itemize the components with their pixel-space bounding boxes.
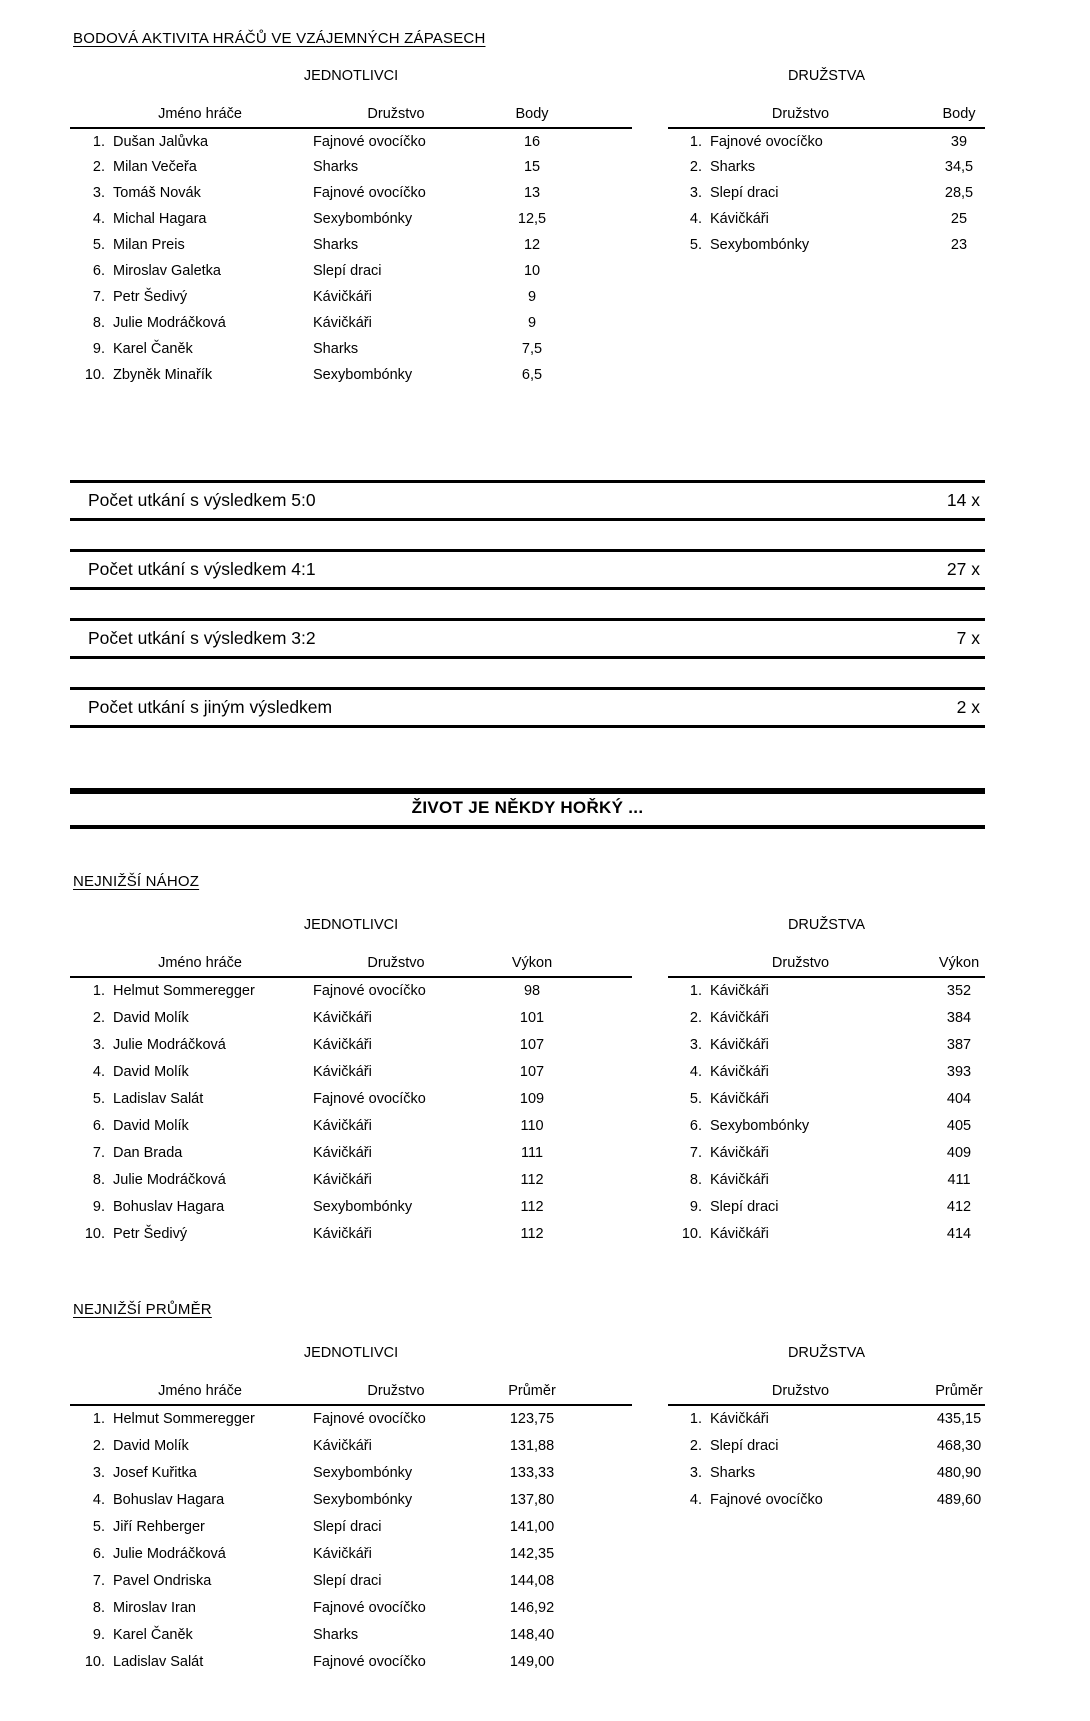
prumer-value: 146,92: [509, 1599, 555, 1616]
row-rank: 6.: [92, 263, 105, 279]
player-row: [70, 1621, 632, 1648]
vykon-value: 409: [946, 1144, 972, 1161]
vykon-value: 404: [946, 1090, 972, 1107]
team-row: [668, 154, 985, 180]
row-rank: 5.: [689, 237, 702, 253]
col-header-team: Družstvo: [305, 935, 477, 977]
vykon-value: 387: [946, 1036, 972, 1053]
individuals-heading: JEDNOTLIVCI: [303, 917, 399, 933]
player-name: Miroslav Galetka: [113, 263, 221, 279]
prumer-value: 123,75: [509, 1411, 555, 1427]
team-row: [668, 977, 985, 1004]
team-name: Sexybombónky: [313, 367, 413, 383]
summary-row-4-1: [70, 549, 985, 590]
player-row: [70, 1432, 632, 1459]
row-rank: 7.: [92, 1144, 105, 1161]
vykon-value: 405: [946, 1117, 972, 1134]
row-rank: 10.: [84, 367, 105, 383]
points-value: 28,5: [944, 185, 974, 201]
row-rank: 7.: [689, 1144, 702, 1161]
prumer-value: 144,08: [509, 1572, 555, 1589]
team-name: Slepí draci: [710, 1437, 779, 1454]
player-row: [70, 977, 632, 1004]
row-rank: 8.: [689, 1171, 702, 1188]
row-rank: 1.: [92, 1411, 105, 1427]
prumer-value: 148,40: [509, 1626, 555, 1643]
team-name: Kávičkáři: [313, 1117, 372, 1134]
team-row: [668, 1193, 985, 1220]
team-row: [668, 1459, 985, 1486]
team-name: Kávičkáři: [313, 1063, 372, 1080]
team-name: Sharks: [710, 159, 756, 175]
row-rank: 2.: [689, 1437, 702, 1454]
team-name: Kávičkáři: [313, 1437, 372, 1454]
team-name: Kávičkáři: [710, 211, 769, 227]
prumer-teams-block: [668, 1345, 985, 1513]
player-name: Karel Čaněk: [113, 1626, 193, 1643]
points-value: 6,5: [521, 367, 543, 383]
col-header-prumer: Průměr: [477, 1363, 632, 1405]
points-value: 10: [523, 263, 541, 279]
team-name: Sexybombónky: [710, 237, 810, 253]
table-header-row: [668, 935, 985, 977]
row-rank: 3.: [689, 185, 702, 201]
team-name: Kávičkáři: [313, 1036, 372, 1053]
player-name: Julie Modráčková: [113, 1545, 226, 1562]
player-name: Milan Večeřa: [113, 159, 197, 175]
vykon-value: 98: [523, 983, 541, 999]
player-row: [70, 1486, 632, 1513]
team-name: Fajnové ovocíčko: [313, 185, 426, 201]
player-name: Tomáš Novák: [113, 185, 201, 201]
banner-title: ŽIVOT JE NĚKDY HOŘKÝ ...: [70, 788, 985, 829]
player-row: [70, 1031, 632, 1058]
team-name: Kávičkáři: [313, 1225, 372, 1242]
prumer-individuals-block: [70, 1345, 632, 1675]
player-name: Bohuslav Hagara: [113, 1198, 225, 1215]
team-name: Sexybombónky: [313, 1491, 413, 1508]
team-name: Fajnové ovocíčko: [313, 133, 426, 150]
player-name: Dan Brada: [113, 1144, 183, 1161]
team-name: Fajnové ovocíčko: [313, 1411, 426, 1427]
summary-label: Počet utkání s výsledkem 5:0: [88, 490, 316, 510]
team-name: Slepí draci: [313, 1518, 382, 1535]
player-row: [70, 180, 632, 206]
team-row: [668, 128, 985, 154]
player-row: [70, 1085, 632, 1112]
summary-value: 2 x: [956, 697, 980, 717]
team-name: Fajnové ovocíčko: [313, 1653, 426, 1670]
player-row: [70, 1459, 632, 1486]
page-title: BODOVÁ AKTIVITA HRÁČŮ VE VZÁJEMNÝCH ZÁPASECH: [73, 30, 486, 47]
row-rank: 4.: [92, 1491, 105, 1508]
player-name: Dušan Jalůvka: [113, 133, 209, 150]
points-value: 9: [527, 315, 537, 331]
team-row: [668, 206, 985, 232]
nahoz-teams-block: [668, 917, 985, 1247]
teams-heading: DRUŽSTVA: [787, 1345, 866, 1361]
player-row: [70, 206, 632, 232]
row-rank: 9.: [689, 1198, 702, 1215]
team-row: [668, 1405, 985, 1432]
prumer-value: 149,00: [509, 1653, 555, 1670]
row-rank: 2.: [92, 1009, 105, 1026]
team-name: Fajnové ovocíčko: [313, 1090, 426, 1107]
nahoz-heading-row: [70, 873, 985, 891]
team-name: Sharks: [313, 159, 359, 175]
summary-value: 27 x: [946, 559, 980, 579]
row-rank: 9.: [92, 1198, 105, 1215]
summary-value: 7 x: [956, 628, 980, 648]
summary-label: Počet utkání s jiným výsledkem: [88, 697, 333, 717]
row-rank: 8.: [92, 1599, 105, 1616]
player-row: [70, 284, 632, 310]
row-rank: 10.: [84, 1225, 105, 1242]
row-rank: 4.: [92, 211, 105, 227]
row-rank: 6.: [92, 1117, 105, 1134]
player-row: [70, 128, 632, 154]
vykon-value: 101: [519, 1009, 545, 1026]
row-rank: 2.: [689, 159, 702, 175]
player-row: [70, 232, 632, 258]
player-name: Zbyněk Minařík: [113, 367, 213, 383]
col-header-team: Družstvo: [668, 935, 933, 977]
player-name: Pavel Ondriska: [113, 1572, 212, 1589]
team-row: [668, 1166, 985, 1193]
prumer-value: 480,90: [936, 1464, 982, 1481]
nahoz-tables-row: [70, 917, 985, 1247]
vykon-value: 411: [947, 1171, 971, 1188]
table-header-row: [70, 935, 632, 977]
player-name: Ladislav Salát: [113, 1090, 204, 1107]
table-header-row: [70, 86, 632, 128]
team-name: Slepí draci: [313, 263, 382, 279]
player-row: [70, 1513, 632, 1540]
row-rank: 1.: [689, 133, 702, 150]
player-name: Jiří Rehberger: [113, 1518, 205, 1535]
team-row: [668, 232, 985, 258]
team-name: Fajnové ovocíčko: [710, 133, 823, 150]
team-name: Sharks: [710, 1464, 756, 1481]
page-title-row: [70, 30, 985, 48]
team-name: Sharks: [313, 341, 359, 357]
col-header-body: Body: [477, 86, 632, 128]
player-row: [70, 336, 632, 362]
summary-row-other: [70, 687, 985, 728]
player-row: [70, 310, 632, 336]
player-name: Michal Hagara: [113, 211, 207, 227]
individuals-heading: JEDNOTLIVCI: [303, 68, 399, 84]
row-rank: 5.: [92, 237, 105, 253]
team-name: Kávičkáři: [710, 1225, 769, 1242]
player-name: David Molík: [113, 1437, 189, 1454]
player-name: David Molík: [113, 1063, 189, 1080]
teams-heading: DRUŽSTVA: [787, 68, 866, 84]
team-name: Kávičkáři: [313, 1144, 372, 1161]
player-row: [70, 1139, 632, 1166]
points-value: 12,5: [517, 211, 547, 227]
points-value: 9: [527, 289, 537, 305]
team-row: [668, 1031, 985, 1058]
team-name: Kávičkáři: [313, 315, 372, 331]
team-name: Kávičkáři: [313, 1545, 372, 1562]
prumer-tables-row: [70, 1345, 985, 1675]
player-name: Petr Šedivý: [113, 1225, 188, 1242]
row-rank: 1.: [689, 1411, 702, 1427]
points-value: 16: [523, 133, 541, 150]
vykon-value: 107: [519, 1036, 545, 1053]
row-rank: 7.: [92, 289, 105, 305]
prumer-value: 468,30: [936, 1437, 982, 1454]
player-row: [70, 1004, 632, 1031]
row-rank: 5.: [92, 1090, 105, 1107]
prumer-value: 133,33: [509, 1464, 555, 1481]
col-header-prumer: Průměr: [933, 1363, 985, 1405]
row-rank: 5.: [92, 1518, 105, 1535]
points-value: 23: [950, 237, 968, 253]
summary-row-3-2: [70, 618, 985, 659]
points-value: 39: [950, 133, 968, 150]
points-individuals-table: [70, 86, 632, 388]
vykon-value: 112: [520, 1171, 544, 1188]
team-name: Fajnové ovocíčko: [313, 983, 426, 999]
col-header-vykon: Výkon: [933, 935, 985, 977]
summary-label: Počet utkání s výsledkem 4:1: [88, 559, 316, 579]
team-name: Kávičkáři: [710, 1411, 769, 1427]
player-row: [70, 1405, 632, 1432]
col-header-team: Družstvo: [668, 86, 933, 128]
team-name: Kávičkáři: [313, 1009, 372, 1026]
team-row: [668, 180, 985, 206]
individuals-heading: JEDNOTLIVCI: [303, 1345, 399, 1361]
nahoz-individuals-table: [70, 935, 632, 1247]
prumer-value: 435,15: [936, 1411, 982, 1427]
row-rank: 3.: [92, 1036, 105, 1053]
col-header-player: Jméno hráče: [70, 935, 305, 977]
vykon-value: 393: [946, 1063, 972, 1080]
nahoz-heading: NEJNIŽŠÍ NÁHOZ: [73, 873, 200, 890]
points-teams-block: [668, 68, 985, 258]
player-row: [70, 1166, 632, 1193]
row-rank: 4.: [689, 211, 702, 227]
player-name: Bohuslav Hagara: [113, 1491, 225, 1508]
points-tables-row: [70, 68, 985, 388]
prumer-value: 142,35: [509, 1545, 555, 1562]
points-value: 13: [523, 185, 541, 201]
player-row: [70, 258, 632, 284]
row-rank: 4.: [92, 1063, 105, 1080]
team-name: Kávičkáři: [710, 1009, 769, 1026]
player-row: [70, 362, 632, 388]
vykon-value: 109: [519, 1090, 545, 1107]
team-row: [668, 1085, 985, 1112]
prumer-value: 131,88: [509, 1437, 555, 1454]
points-individuals-block: [70, 68, 632, 388]
row-rank: 2.: [92, 159, 105, 175]
row-rank: 5.: [689, 1090, 702, 1107]
team-name: Kávičkáři: [710, 1036, 769, 1053]
team-name: Sexybombónky: [313, 1198, 413, 1215]
player-name: Karel Čaněk: [113, 341, 193, 357]
team-row: [668, 1486, 985, 1513]
player-row: [70, 1648, 632, 1675]
row-rank: 8.: [92, 1171, 105, 1188]
team-name: Kávičkáři: [710, 1171, 769, 1188]
table-header-row: [668, 86, 985, 128]
player-row: [70, 1220, 632, 1247]
player-name: Julie Modráčková: [113, 1171, 226, 1188]
points-value: 25: [950, 211, 968, 227]
team-row: [668, 1220, 985, 1247]
row-rank: 3.: [92, 1464, 105, 1481]
player-name: Milan Preis: [113, 237, 185, 253]
points-value: 15: [523, 159, 541, 175]
team-row: [668, 1058, 985, 1085]
team-name: Kávičkáři: [313, 1171, 372, 1188]
nahoz-teams-table: [668, 935, 985, 1247]
row-rank: 9.: [92, 341, 105, 357]
row-rank: 1.: [92, 133, 105, 150]
col-header-team: Družstvo: [668, 1363, 933, 1405]
player-row: [70, 1540, 632, 1567]
vykon-value: 412: [946, 1198, 972, 1215]
team-name: Kávičkáři: [710, 1090, 769, 1107]
team-name: Fajnové ovocíčko: [710, 1491, 823, 1508]
team-name: Sharks: [313, 237, 359, 253]
team-row: [668, 1139, 985, 1166]
table-header-row: [668, 1363, 985, 1405]
col-header-body: Body: [933, 86, 985, 128]
points-value: 7,5: [521, 341, 543, 357]
row-rank: 6.: [689, 1117, 702, 1134]
summary-value: 14 x: [946, 490, 980, 510]
vykon-value: 414: [946, 1225, 972, 1242]
nahoz-individuals-block: [70, 917, 632, 1247]
vykon-value: 107: [519, 1063, 545, 1080]
row-rank: 3.: [689, 1464, 702, 1481]
vykon-value: 352: [946, 983, 972, 999]
player-name: Helmut Sommeregger: [113, 1411, 255, 1427]
row-rank: 3.: [689, 1036, 702, 1053]
row-rank: 10.: [84, 1653, 105, 1670]
points-value: 12: [523, 237, 541, 253]
player-name: Miroslav Iran: [113, 1599, 196, 1616]
row-rank: 2.: [689, 1009, 702, 1026]
player-row: [70, 1567, 632, 1594]
player-row: [70, 1112, 632, 1139]
team-name: Fajnové ovocíčko: [313, 1599, 426, 1616]
team-name: Sexybombónky: [710, 1117, 810, 1134]
team-row: [668, 1112, 985, 1139]
prumer-heading: NEJNIŽŠÍ PRŮMĚR: [73, 1301, 212, 1318]
player-name: Ladislav Salát: [113, 1653, 204, 1670]
col-header-team: Družstvo: [305, 86, 477, 128]
prumer-value: 137,80: [509, 1491, 555, 1508]
team-name: Kávičkáři: [710, 983, 769, 999]
vykon-value: 112: [520, 1225, 544, 1242]
player-name: Helmut Sommeregger: [113, 983, 255, 999]
vykon-value: 111: [520, 1144, 544, 1161]
team-name: Sharks: [313, 1626, 359, 1643]
row-rank: 4.: [689, 1491, 702, 1508]
teams-heading: DRUŽSTVA: [787, 917, 866, 933]
player-name: Josef Kuřitka: [113, 1464, 197, 1481]
points-value: 34,5: [944, 159, 974, 175]
row-rank: 4.: [689, 1063, 702, 1080]
prumer-value: 141,00: [509, 1518, 555, 1535]
col-header-player: Jméno hráče: [70, 86, 305, 128]
team-name: Sexybombónky: [313, 211, 413, 227]
summary-label: Počet utkání s výsledkem 3:2: [88, 628, 316, 648]
row-rank: 8.: [92, 315, 105, 331]
table-header-row: [70, 1363, 632, 1405]
vykon-value: 112: [520, 1198, 544, 1215]
player-row: [70, 1594, 632, 1621]
col-header-vykon: Výkon: [477, 935, 632, 977]
team-name: Slepí draci: [313, 1572, 382, 1589]
player-row: [70, 1058, 632, 1085]
team-name: Sexybombónky: [313, 1464, 413, 1481]
col-header-player: Jméno hráče: [70, 1363, 305, 1405]
row-rank: 1.: [689, 983, 702, 999]
prumer-teams-table: [668, 1363, 985, 1513]
row-rank: 10.: [681, 1225, 702, 1242]
row-rank: 1.: [92, 983, 105, 999]
player-row: [70, 1193, 632, 1220]
team-name: Kávičkáři: [313, 289, 372, 305]
row-rank: 3.: [92, 185, 105, 201]
prumer-value: 489,60: [936, 1491, 982, 1508]
prumer-heading-row: [70, 1301, 985, 1319]
player-name: David Molík: [113, 1117, 189, 1134]
col-header-team: Družstvo: [305, 1363, 477, 1405]
player-name: Julie Modráčková: [113, 1036, 226, 1053]
vykon-value: 110: [520, 1117, 544, 1134]
team-name: Slepí draci: [710, 1198, 779, 1215]
player-name: David Molík: [113, 1009, 189, 1026]
team-row: [668, 1432, 985, 1459]
summary-row-5-0: [70, 480, 985, 521]
team-row: [668, 1004, 985, 1031]
row-rank: 2.: [92, 1437, 105, 1454]
player-row: [70, 154, 632, 180]
player-name: Petr Šedivý: [113, 289, 188, 305]
row-rank: 6.: [92, 1545, 105, 1562]
player-name: Julie Modráčková: [113, 315, 226, 331]
row-rank: 7.: [92, 1572, 105, 1589]
team-name: Kávičkáři: [710, 1144, 769, 1161]
points-teams-table: [668, 86, 985, 258]
team-name: Kávičkáři: [710, 1063, 769, 1080]
vykon-value: 384: [946, 1009, 972, 1026]
prumer-individuals-table: [70, 1363, 632, 1675]
row-rank: 9.: [92, 1626, 105, 1643]
team-name: Slepí draci: [710, 185, 779, 201]
